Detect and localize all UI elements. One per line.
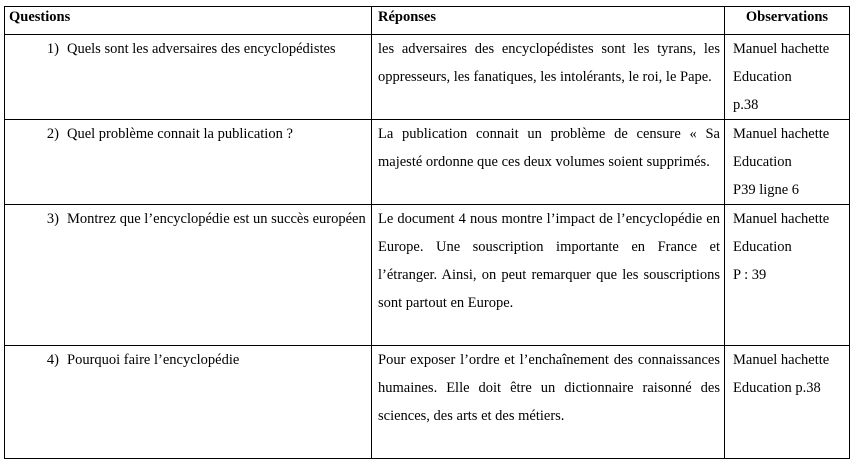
observation-line: P : 39 xyxy=(733,267,767,283)
question-number: 3) xyxy=(46,211,59,227)
reponse-cell: Pour exposer l’ordre et l’enchaînement des connaissances humaines. Elle doit être un dictionnaire raisonné des sciences, des arts et des métiers. xyxy=(372,346,725,459)
question-cell xyxy=(5,346,372,459)
observation-cell xyxy=(725,205,850,346)
observation-line: p.38 xyxy=(733,97,759,113)
observation-line: P39 ligne 6 xyxy=(733,182,800,198)
table-row xyxy=(5,346,850,459)
observation-line: Education xyxy=(733,69,792,85)
observation-line: Manuel hachette xyxy=(733,41,830,57)
observation-line: Education xyxy=(733,154,792,170)
question-cell xyxy=(5,120,372,205)
question-cell xyxy=(5,205,372,346)
table-row xyxy=(5,120,850,205)
question-number: 1) xyxy=(46,41,59,57)
question-text: Montrez que l’encyclopédie est un succès européen xyxy=(67,211,366,227)
question-number: 4) xyxy=(46,352,59,368)
reponse-cell: les adversaires des encyclopédistes sont les tyrans, les oppresseurs, les fanatiques, les intolérants, le roi, le Pape. xyxy=(372,35,725,120)
observation-line: Education p.38 xyxy=(733,380,821,396)
observation-line: Education xyxy=(733,239,792,255)
question-cell xyxy=(5,35,372,120)
question-text: Quel problème connait la publication ? xyxy=(67,126,293,142)
question-text: Pourquoi faire l’encyclopédie xyxy=(67,352,240,368)
observation-cell xyxy=(725,35,850,120)
question-number: 2) xyxy=(46,126,59,142)
observation-cell xyxy=(725,346,850,459)
observation-line: Manuel hachette xyxy=(733,352,830,368)
header-row xyxy=(5,7,850,35)
observation-line: Manuel hachette xyxy=(733,126,830,142)
header-observations: Observations xyxy=(725,7,850,35)
questions-table xyxy=(4,6,850,459)
observation-cell xyxy=(725,120,850,205)
header-questions: Questions xyxy=(5,7,372,35)
header-reponses: Réponses xyxy=(372,7,725,35)
reponse-cell: La publication connait un problème de censure « Sa majesté ordonne que ces deux volumes soient supprimés. xyxy=(372,120,725,205)
reponse-cell: Le document 4 nous montre l’impact de l’encyclopédie en Europe. Une souscription importante en France et l’étranger. Ainsi, on peut remarquer que les souscriptions sont partout en Europe. xyxy=(372,205,725,346)
table-row xyxy=(5,205,850,346)
question-text: Quels sont les adversaires des encyclopédistes xyxy=(67,41,336,57)
table-row xyxy=(5,35,850,120)
observation-line: Manuel hachette xyxy=(733,211,830,227)
